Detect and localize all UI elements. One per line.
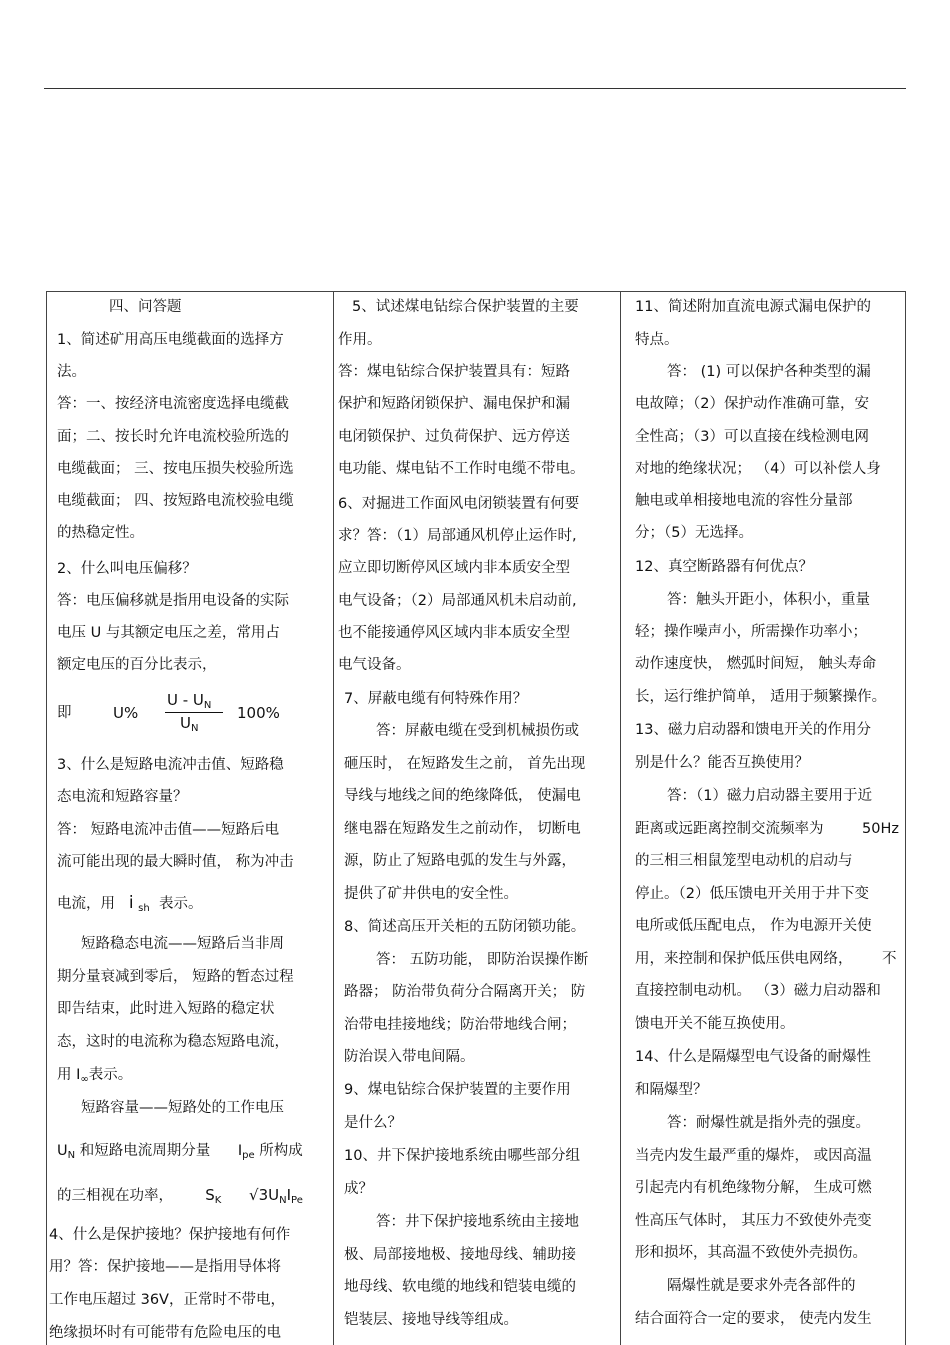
formula-numerator: U - $U_N$: [167, 691, 212, 711]
text-line: 用，来控制和保护低压供电网络，: [635, 951, 853, 967]
answer-7: 答：屏蔽电缆在受到机械损伤或: [376, 723, 579, 739]
text-line: 极、局部接地极、接地母线、辅助接: [344, 1247, 576, 1263]
formula-prefix: 即: [57, 705, 72, 721]
text-line: 防治误入带电间隔。: [344, 1049, 475, 1065]
text-line: 分；（5）无选择。: [635, 525, 753, 541]
text-line: 触电或单相接地电流的容性分量部: [635, 493, 853, 509]
text-line: 是什么？: [344, 1115, 402, 1131]
answer-10: 答：井下保护接地系统由主接地: [376, 1214, 579, 1230]
qa-table: [46, 291, 906, 1345]
text-line: 也不能接通停风区域内非本质安全型: [338, 625, 570, 641]
answer-12: 答：触头开距小，体积小，重量: [667, 592, 870, 608]
sk-line-2: 的三相视在功率， $S_K$ $√3U_NI_{Pe}$: [57, 1186, 303, 1206]
text-line: 特点。: [635, 332, 679, 348]
text-line: 工作电压超过 36V，正常时不带电，: [49, 1292, 285, 1308]
question-6: 6、对掘进工作面风电闭锁装置有何要: [338, 496, 580, 512]
text-line: 路器； 防治带负荷分合隔离开关； 防: [344, 984, 586, 1000]
text-line: 面；二、按长时允许电流校验所选的: [57, 429, 289, 445]
column-3: [621, 292, 905, 1345]
sk-line-1: $U_N$ 和短路电流周期分量 $I_{pe}$ 所构成: [57, 1143, 303, 1161]
answer-14: 答：耐爆性就是指外壳的强度。: [667, 1115, 870, 1131]
text-line: 性高压气体时， 其压力不致使外壳变: [635, 1213, 872, 1229]
text-line: 不: [882, 951, 897, 967]
text-line: 电所或低压配电点， 作为电源开关使: [635, 918, 872, 934]
answer-3: 答： 短路电流冲击值——短路后电: [57, 822, 280, 838]
text-line: 对地的绝缘状况； （4）可以补偿人身: [635, 461, 881, 477]
text-line: 求？答：（1）局部通风机停止运作时,: [338, 528, 577, 544]
text-line: 用？答：保护接地——是指用导体将: [49, 1259, 281, 1275]
question-7: 7、屏蔽电缆有何特殊作用？: [344, 691, 528, 707]
answer-8: 答： 五防功能， 即防治误操作断: [376, 952, 589, 968]
text-line: 额定电压的百分比表示，: [57, 657, 217, 673]
text-line: 提供了矿井供电的安全性。: [344, 886, 518, 902]
answer-2: 答：电压偏移就是指用电设备的实际: [57, 593, 289, 609]
text-line: 形和损坏，其高温不致使外壳损伤。: [635, 1245, 867, 1261]
text-line: 铠装层、接地导线等组成。: [344, 1312, 518, 1328]
question-3: 3、什么是短路电流冲击值、短路稳: [57, 757, 284, 773]
text-line: 电气设备。: [338, 657, 411, 673]
text-line: 源，防止了短路电弧的发生与外露，: [344, 853, 576, 869]
text-line: 电功能、煤电钻不工作时电缆不带电。: [338, 461, 585, 477]
frequency-value: 50Hz: [862, 821, 899, 837]
text-line: 即告结束，此时进入短路的稳定状: [57, 1001, 275, 1017]
header-rule: [44, 88, 906, 89]
text-line: 法。: [57, 364, 86, 380]
text-line: 电压 U 与其额定电压之差，常用占: [57, 625, 280, 641]
text-line: 电缆截面； 四、按短路电流校验电缆: [57, 493, 294, 509]
text-line: 距离或远距离控制交流频率为: [635, 821, 824, 837]
text-line: 轻；操作噪声小，所需操作功率小；: [635, 624, 867, 640]
text-line: 地母线、软电缆的地线和铠装电缆的: [344, 1279, 576, 1295]
text-line: 应立即切断停风区域内非本质安全型: [338, 560, 570, 576]
text-line: 和隔爆型？: [635, 1082, 708, 1098]
text-line: 导线与地线之间的绝缘降低， 使漏电: [344, 788, 581, 804]
question-13: 13、磁力启动器和馈电开关的作用分: [635, 722, 871, 738]
text-line: 治带电挂接地线；防治带地线合闸；: [344, 1017, 576, 1033]
text-line: 隔爆性就是要求外壳各部件的: [667, 1278, 856, 1294]
text-line: 期分量衰减到零后， 短路的暂态过程: [57, 969, 294, 985]
text-line: 的三相三相鼠笼型电动机的启动与: [635, 853, 853, 869]
text-line: 作用。: [338, 332, 382, 348]
question-8: 8、简述高压开关柜的五防闭锁功能。: [344, 919, 586, 935]
answer-11: 答： (1) 可以保护各种类型的漏: [667, 364, 871, 380]
text-line: 别是什么？能否互换使用？: [635, 755, 809, 771]
text-line: 成？: [344, 1181, 373, 1197]
question-10: 10、井下保护接地系统由哪些部分组: [344, 1148, 580, 1164]
question-2: 2、什么叫电压偏移？: [57, 561, 197, 577]
iinf-line: 用 $I_\infty$表示。: [57, 1067, 133, 1085]
text-line: 长，运行维护简单， 适用于频繁操作。: [635, 689, 887, 705]
text-line: 流可能出现的最大瞬时值， 称为冲击: [57, 854, 294, 870]
section-title: 四、问答题: [109, 299, 182, 315]
question-5: 5、试述煤电钻综合保护装置的主要: [352, 299, 579, 315]
text-line: 直接控制电动机。 （3）磁力启动器和: [635, 983, 881, 999]
text-line: 态，这时的电流称为稳态短路电流，: [57, 1034, 289, 1050]
text-line: 砸压时， 在短路发生之前， 首先出现: [344, 756, 586, 772]
text-line: 停止。（2）低压馈电开关用于井下变: [635, 886, 869, 902]
question-4: 4、什么是保护接地？保护接地有何作: [49, 1227, 291, 1243]
text-line: 全性高；（3）可以直接在线检测电网: [635, 429, 869, 445]
answer-5: 答：煤电钻综合保护装置具有：短路: [338, 364, 570, 380]
text-line: 电故障；（2）保护动作准确可靠，安: [635, 396, 869, 412]
answer-1: 答：一、按经济电流密度选择电缆截: [57, 396, 289, 412]
text-line: 短路稳态电流——短路后当非周: [81, 936, 284, 952]
text-line: 动作速度快， 燃弧时间短， 触头寿命: [635, 656, 877, 672]
column-1: [47, 292, 334, 1345]
question-14: 14、什么是隔爆型电气设备的耐爆性: [635, 1049, 871, 1065]
ish-line: 电流，用 i $_{sh}$ 表示。: [57, 893, 203, 914]
text-line: 的热稳定性。: [57, 525, 144, 541]
text-line: 继电器在短路发生之前动作， 切断电: [344, 821, 581, 837]
text-line: 电闭锁保护、过负荷保护、远方停送: [338, 429, 570, 445]
question-9: 9、煤电钻综合保护装置的主要作用: [344, 1082, 571, 1098]
text-line: 保护和短路闭锁保护、漏电保护和漏: [338, 396, 570, 412]
text-line: 当壳内发生最严重的爆炸， 或因高温: [635, 1148, 872, 1164]
text-line: 电缆截面； 三、按电压损失校验所选: [57, 461, 294, 477]
formula-times: 100%: [237, 704, 280, 722]
column-2: [334, 292, 621, 1345]
formula-lhs: U%: [113, 704, 139, 722]
question-11: 11、简述附加直流电源式漏电保护的: [635, 299, 871, 315]
text-line: 绝缘损坏时有可能带有危险电压的电: [49, 1325, 281, 1341]
answer-13: 答：（1）磁力启动器主要用于近: [667, 788, 872, 804]
formula-denominator: $U_N$: [180, 714, 199, 734]
text-line: 电气设备；（2）局部通风机未启动前,: [338, 593, 577, 609]
question-12: 12、真空断路器有何优点？: [635, 559, 813, 575]
text-line: 结合面符合一定的要求， 使壳内发生: [635, 1311, 872, 1327]
text-line: 馈电开关不能互换使用。: [635, 1016, 795, 1032]
text-line: 态电流和短路容量？: [57, 789, 188, 805]
question-1: 1、简述矿用高压电缆截面的选择方: [57, 332, 284, 348]
text-line: 引起壳内有机绝缘物分解， 生成可燃: [635, 1180, 872, 1196]
text-line: 短路容量——短路处的工作电压: [81, 1100, 284, 1116]
